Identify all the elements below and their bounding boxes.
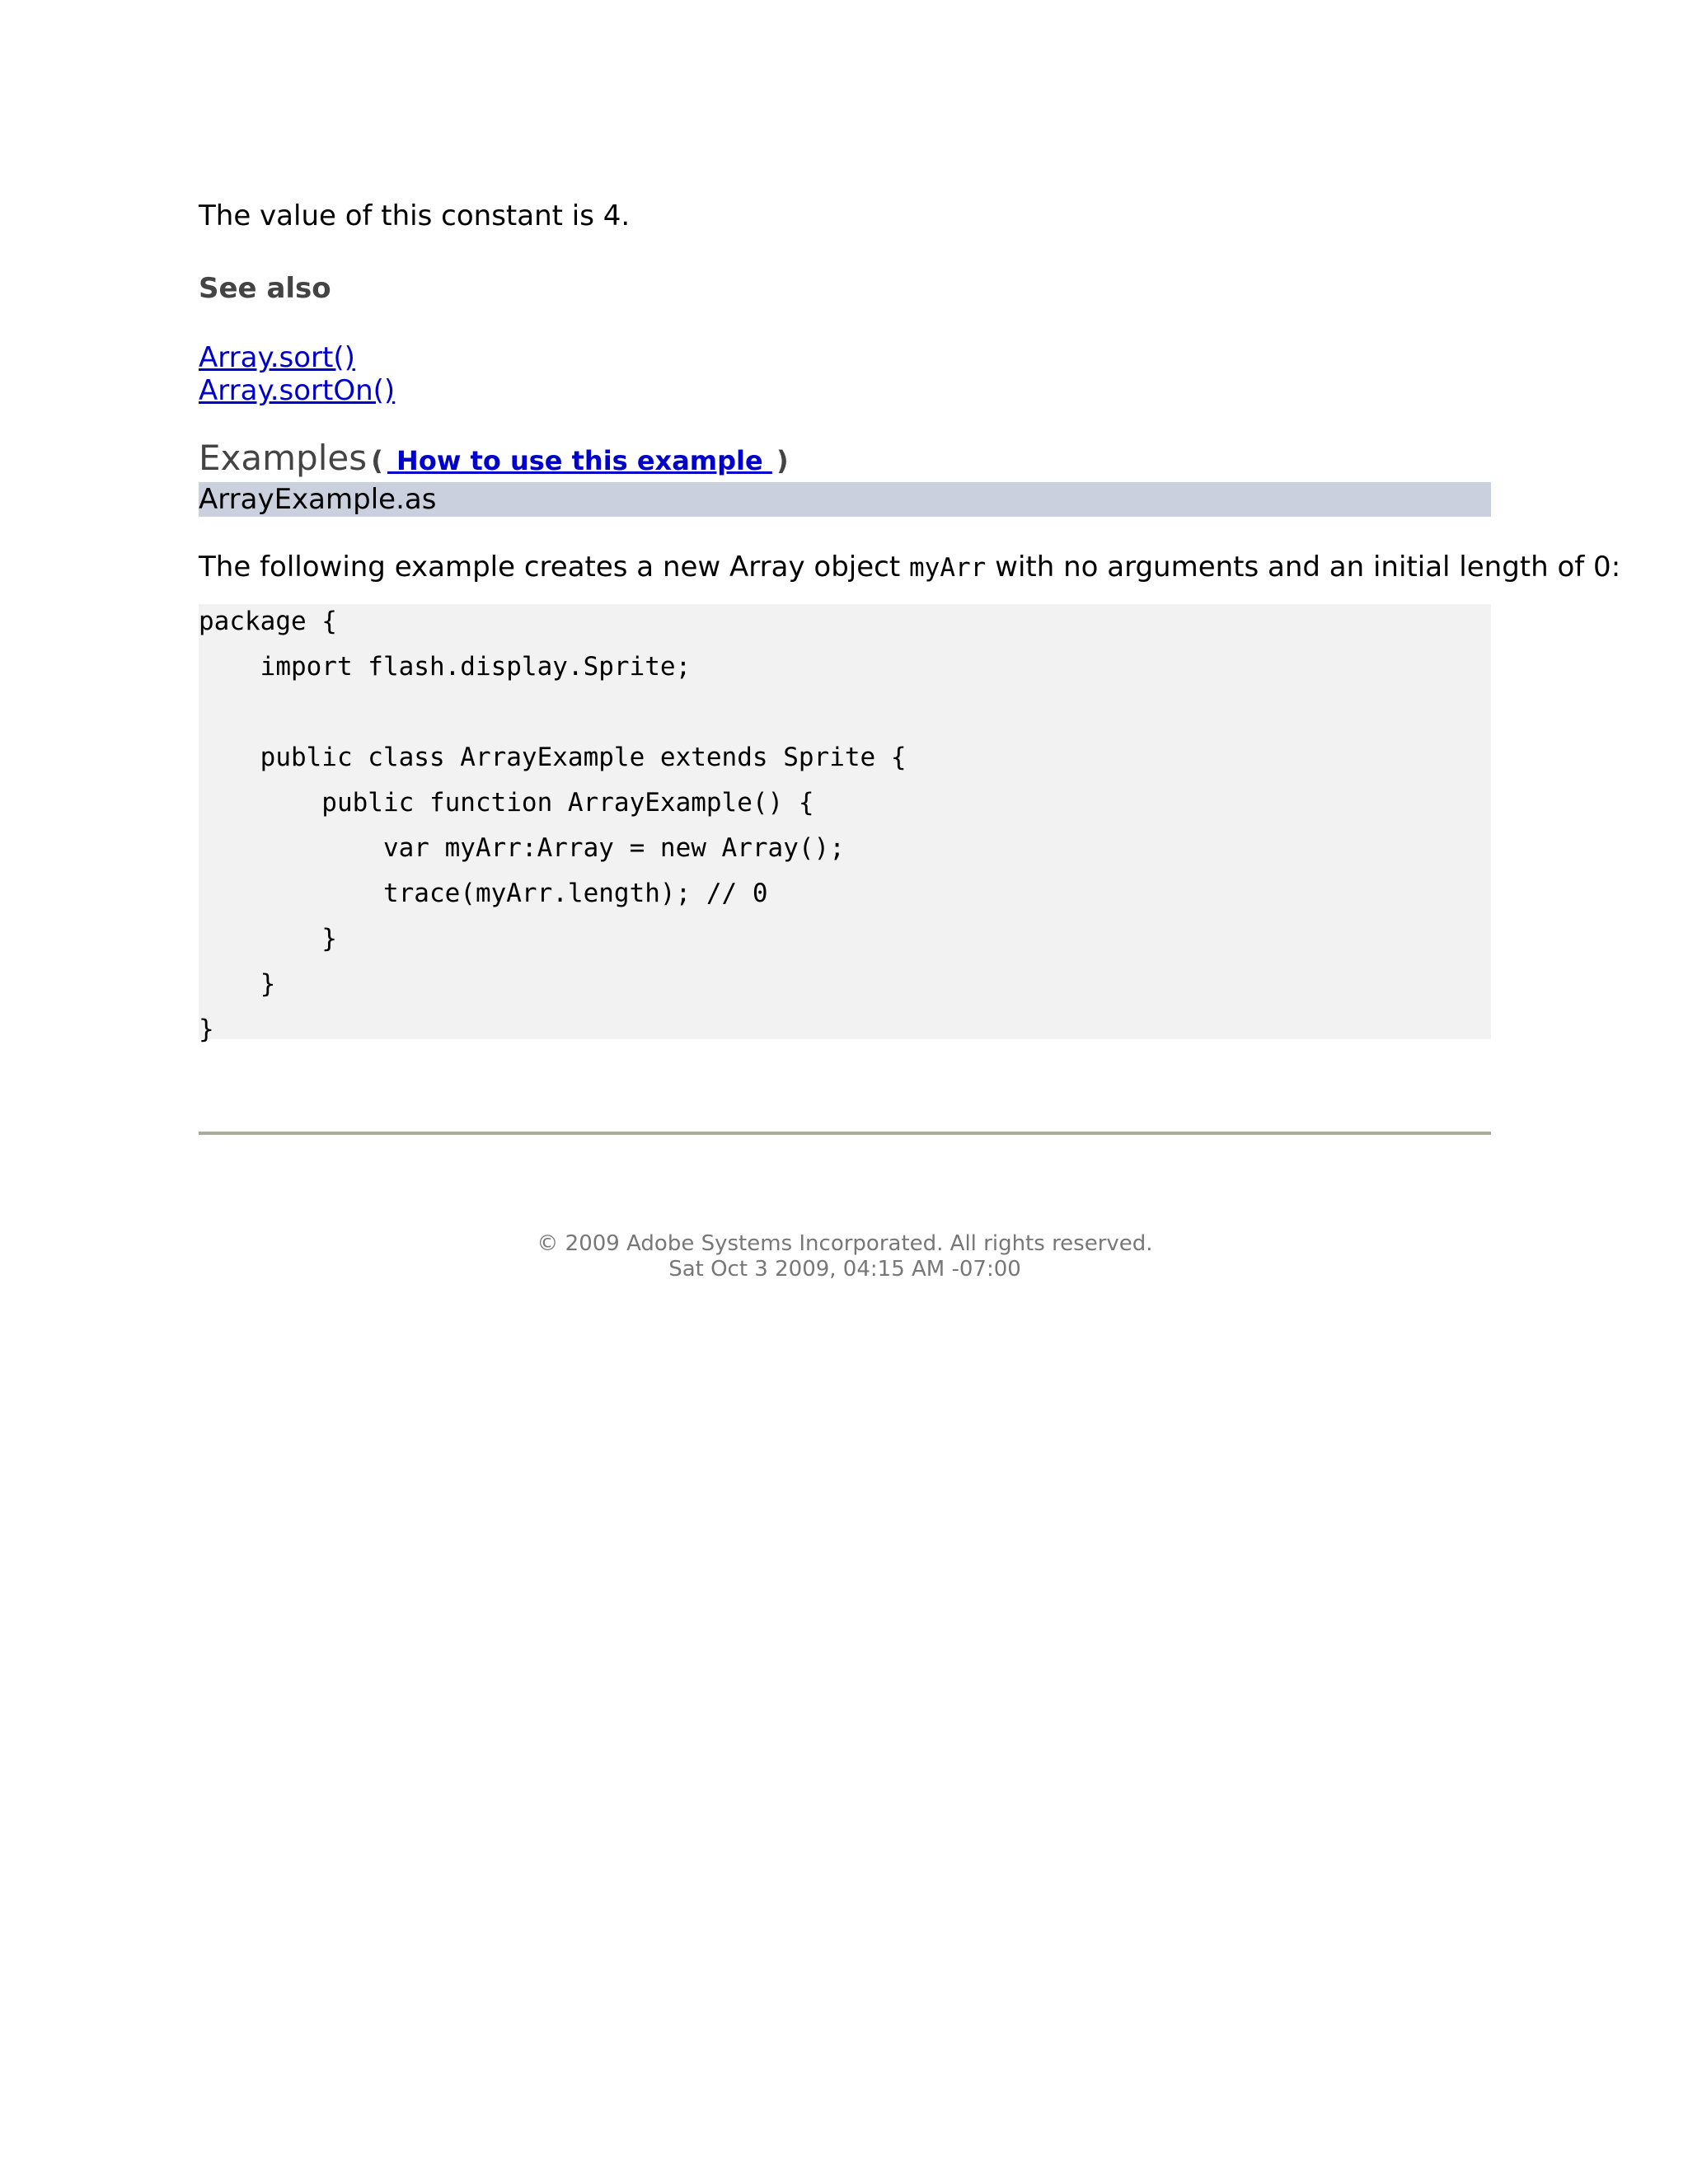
- description-code: myArr: [909, 553, 987, 583]
- example-description: [199, 547, 1620, 588]
- footer-divider: [199, 1132, 1491, 1135]
- constant-value-text: The value of this constant is 4.: [199, 199, 631, 232]
- how-to-use-example-link[interactable]: How to use this example: [387, 445, 772, 476]
- see-also-list: [199, 341, 395, 407]
- examples-title: Examples: [199, 438, 368, 478]
- paren-open: (: [371, 445, 383, 476]
- footer-timestamp: Sat Oct 3 2009, 04:15 AM -07:00: [668, 1257, 1021, 1282]
- description-text-after: with no arguments and an initial length of 0:: [986, 551, 1621, 583]
- examples-heading: [199, 435, 789, 489]
- footer: [199, 1231, 1491, 1282]
- example-file-name-bar: ArrayExample.as: [199, 482, 1491, 517]
- description-text-before: The following example creates a new Array object: [199, 551, 909, 583]
- paren-close: ): [776, 445, 789, 476]
- see-also-heading: See also: [199, 272, 331, 305]
- code-block: [199, 604, 1491, 1044]
- copyright-text: © 2009 Adobe Systems Incorporated. All rights reserved.: [537, 1231, 1153, 1256]
- code-listing: package { import flash.display.Sprite; public class ArrayExample extends Sprite { public function ArrayExample() { var myArr:Array = new Array(); trace(myArr.length); // 0 } } }: [199, 607, 907, 1044]
- link-array-sorton[interactable]: Array.sortOn(): [199, 374, 396, 407]
- link-array-sort[interactable]: Array.sort(): [199, 341, 355, 374]
